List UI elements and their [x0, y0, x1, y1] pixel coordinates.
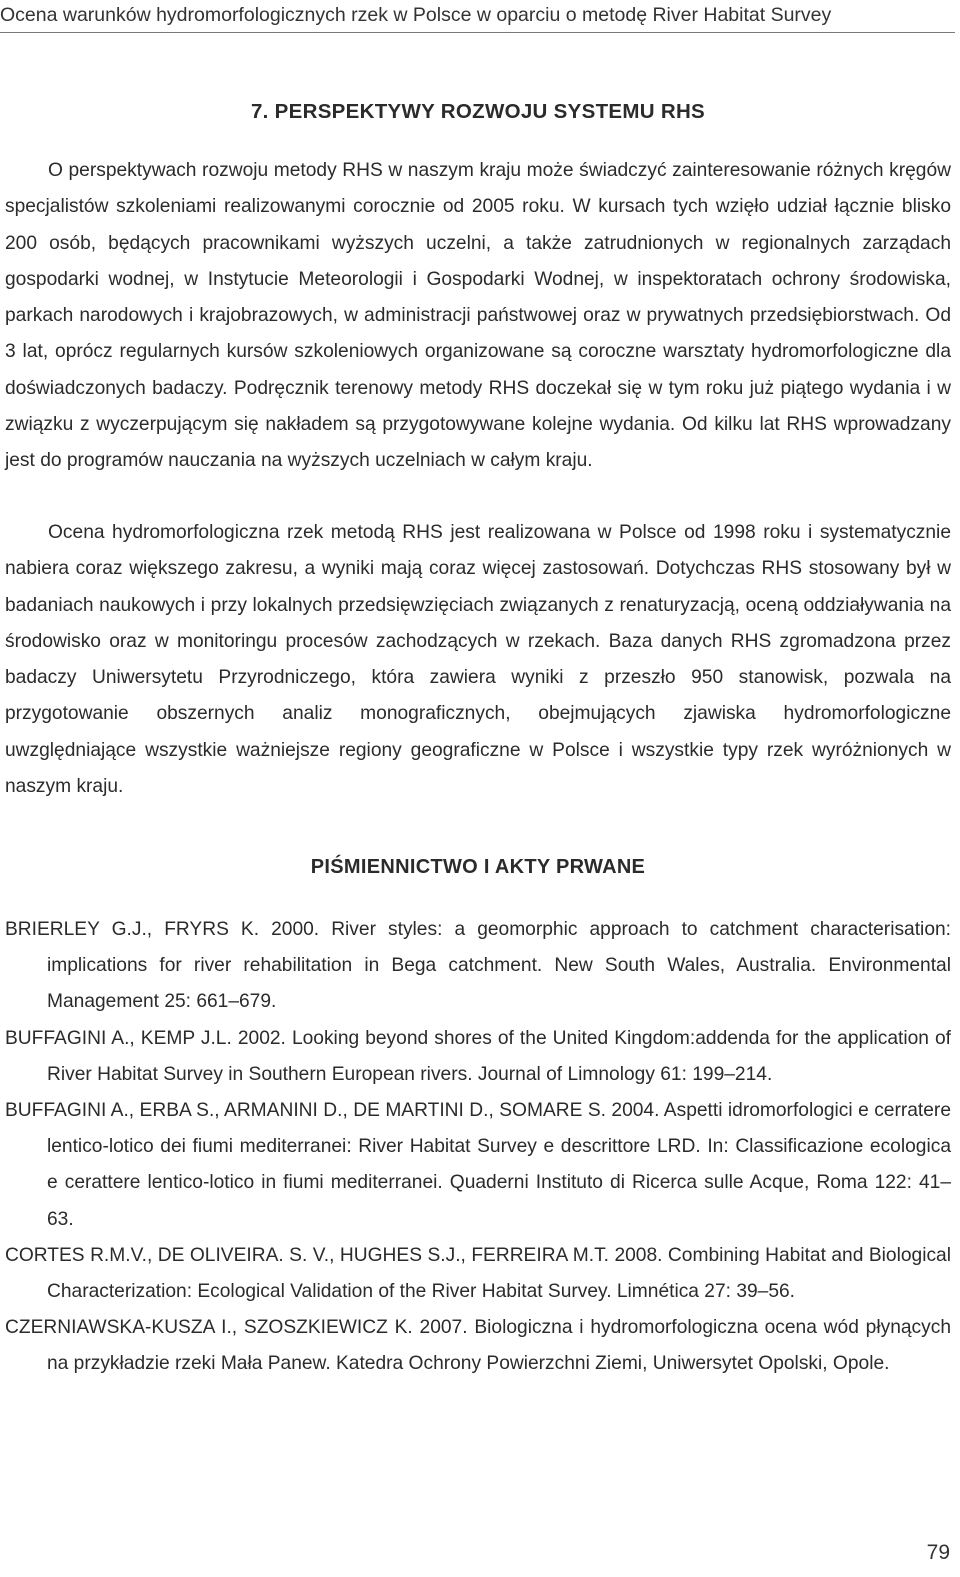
section-body-paragraph-2: [5, 515, 951, 805]
section-body-paragraph-1: [5, 153, 951, 480]
reference-entry: CZERNIAWSKA-KUSZA I., SZOSZKIEWICZ K. 2007. Biologiczna i hydromorfologiczna ocena wód płynących na przykładzie rzeki Mała Panew. Katedra Ochrony Powierzchni Ziemi, Uniwersytet Opolski, Opole.: [5, 1317, 951, 1375]
paragraph: Ocena hydromorfologiczna rzek metodą RHS jest realizowana w Polsce od 1998 roku i systematycznie nabiera coraz większego zakresu, a wyniki mają coraz więcej zastosowań. Dotychczas RHS stosowany był w badaniach naukowych i przy lokalnych przedsięwzięciach związanych z renaturyzacją, oceną oddziaływania na środowisko oraz w monitoringu procesów zachodzących w rzekach. Baza danych RHS zgromadzona przez badaczy Uniwersytetu Przyrodniczego, która zawiera wyniki z przeszło 950 stanowisk, pozwala na przygotowanie obszernych analiz monograficznych, obejmujących zjawiska hydromorfologiczne uwzględniające wszystkie ważniejsze regiony geograficzne w Polsce i wszystkie typy rzek wyróżnionych w naszym kraju.: [5, 522, 951, 798]
paragraph: O perspektywach rozwoju metody RHS w naszym kraju może świadczyć zainteresowanie różnych kręgów specjalistów szkoleniami realizowanymi corocznie od 2005 roku. W kursach tych wzięło udział łącznie blisko 200 osób, będących pracownikami wyższych uczelni, a także zatrudnionych w regionalnych zarządach gospodarki wodnej, w Instytucie Meteorologii i Gospodarki Wodnej, w inspektoratach ochrony środowiska, parkach narodowych i krajobrazowych, w administracji państwowej oraz w prywatnych przedsiębiorstwach. Od 3 lat, oprócz regularnych kursów szkoleniowych organizowane są coroczne warsztaty hydromorfologiczne dla doświadczonych badaczy. Podręcznik terenowy metody RHS doczekał się w tym roku już piątego wydania i w związku z wyczerpującym się nakładem są przygotowywane kolejne wydania. Od kilku lat RHS wprowadzany jest do programów nauczania na wyższych uczelniach w całym kraju.: [5, 160, 951, 472]
references-heading: PIŚMIENNICTWO I AKTY PRWANE: [310, 856, 646, 878]
section-heading: 7. PERSPEKTYWY ROZWOJU SYSTEMU RHS: [250, 100, 706, 123]
references-list: [5, 912, 951, 1383]
reference-entry: BRIERLEY G.J., FRYRS K. 2000. River styles: a geomorphic approach to catchment characterisation: implications for river rehabilitation in Bega catchment. New South Wales, Australia. Environmental Management 25: 661–679.: [5, 919, 951, 1013]
reference-entry: BUFFAGINI A., ERBA S., ARMANINI D., DE MARTINI D., SOMARE S. 2004. Aspetti idromorfologici e cerratere lentico-lotico dei fiumi mediterranei: River Habitat Survey e descrittore LRD. In: Classificazione ecologica e ceratterе lentico-lotico in fiumi mediterranei. Quaderni Instituto di Ricerca sulle Acque, Roma 122: 41–63.: [5, 1100, 951, 1230]
reference-entry: BUFFAGINI A., KEMP J.L. 2002. Looking beyond shores of the United Kingdom:addenda for the application of River Habitat Survey in Southern European rivers. Journal of Limnology 61: 199–214.: [5, 1027, 951, 1085]
reference-entry: CORTES R.M.V., DE OLIVEIRA. S. V., HUGHES S.J., FERREIRA M.T. 2008. Combining Habitat and Biological Characterization: Ecological Validation of the River Habitat Survey. Limnética 27: 39–56.: [5, 1244, 951, 1303]
header-divider: [0, 32, 955, 33]
page-number: 79: [926, 1541, 950, 1564]
running-header: Ocena warunków hydromorfologicznych rzek w Polsce w oparciu o metodę River Habitat Survey: [0, 4, 832, 26]
